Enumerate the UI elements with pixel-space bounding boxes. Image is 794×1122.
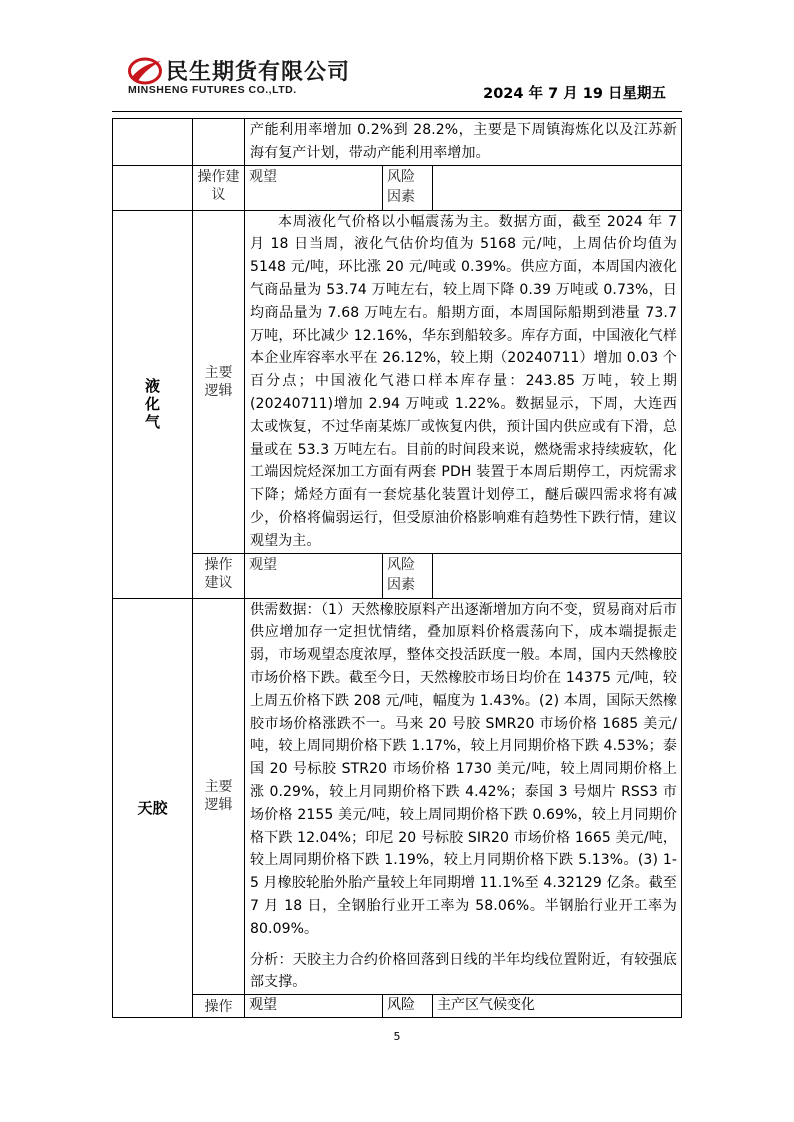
logic-label	[193, 210, 245, 553]
lpg-logic-text	[245, 210, 682, 553]
op-value: 观望	[245, 165, 383, 210]
category-lpg	[113, 210, 193, 598]
table-row	[113, 165, 682, 210]
table-row	[113, 598, 682, 995]
strategy-table	[112, 118, 682, 1018]
table-row	[113, 553, 682, 598]
logic-label	[193, 598, 245, 995]
rubber-analysis-paragraph: 分析：天胶主力合约价格回落到日线的半年均线位置附近，有较强底部支撑。	[250, 951, 677, 991]
op-value: 观望	[245, 553, 383, 598]
header-divider	[112, 111, 682, 112]
op-label: 操作	[193, 995, 245, 1018]
report-date: 2024 年 7 月 19 日星期五	[483, 86, 666, 102]
company-logo	[128, 55, 368, 103]
minsheng-logo-icon	[128, 57, 162, 85]
page-number: 5	[393, 1030, 401, 1043]
risk-label: 风险因素	[383, 165, 433, 210]
risk-label: 风险	[383, 995, 433, 1018]
risk-label-text: 风险因素	[387, 556, 415, 593]
category-cell-empty	[113, 119, 193, 166]
risk-label	[383, 553, 433, 598]
continuation-paragraph: 产能利用率增加 0.2%到 28.2%，主要是下周镇海炼化以及江苏新海有复产计划，带动产能利用率增加。	[250, 122, 677, 161]
logic-label-text: 主要逻辑	[204, 779, 233, 814]
risk-value	[433, 165, 682, 210]
category-lpg-label: 液化气	[144, 377, 160, 432]
page-header	[0, 0, 794, 115]
risk-value: 主产区气候变化	[433, 995, 682, 1018]
op-label	[193, 553, 245, 598]
logic-label-text: 主要逻辑	[204, 364, 233, 399]
category-rubber-label: 天胶	[137, 798, 168, 817]
logo-english-name: MINSHENG FUTURES CO.,LTD.	[128, 84, 297, 96]
table-row	[113, 995, 682, 1018]
rubber-logic-text	[245, 598, 682, 995]
lpg-logic-paragraph: 本周液化气价格以小幅震荡为主。数据方面，截至 2024 年 7 月 18 日当周，液化气估价均值为 5168 元/吨，上周估价均值为 5148 元/吨，环比涨 20 元/吨或 0.39%。供应方面，本周国内液化气商品量为 53.74 万吨左右，较上周下降 0.39 万吨或 0.73%，日均商品量为 7.68 万吨左右。船期方面，本周国际船期到港量 73.7 万吨，环比减少 12.16%，华东到船较多。库存方面，中国液化气样本企业库容率水平在 26.12%，较上期（20240711）增加 0.03 个百分点；中国液化气港口样本库存量：243.85 万吨，较上期(20240711)增加 2.94 万吨或 1.22%。数据显示，下周，大连西太或恢复，不过华南某炼厂或恢复内供，预计国内供应或有下滑，总量或在 53.3 万吨左右。目前的时间段来说，燃烧需求持续疲软，化工端因烷烃深加工方面有两套 PDH 装置于本周后期停工，丙烷需求下降；烯烃方面有一套烷基化装置计划停工，醚后碳四需求将有减少，价格将偏弱运行，但受原油价格影响难有趋势性下跌行情，建议观望为主。	[250, 213, 677, 549]
op-label-text: 操作建议	[204, 556, 233, 591]
op-value: 观望	[245, 995, 383, 1018]
logo-chinese-name: 民生期货有限公司	[166, 60, 351, 85]
risk-value	[433, 553, 682, 598]
label-cell-empty	[193, 119, 245, 166]
category-cell-empty	[113, 165, 193, 210]
op-label: 操作建议	[193, 165, 245, 210]
table-row	[113, 210, 682, 553]
continuation-text	[245, 119, 682, 166]
category-rubber	[113, 598, 193, 1018]
table-row	[113, 119, 682, 166]
rubber-logic-paragraph: 供需数据：（1）天然橡胶原料产出逐渐增加方向不变，贸易商对后市供应增加存一定担忧情绪，叠加原料价格震荡向下，成本端提振走弱，市场观望态度浓厚，整体交投活跃度一般。本周，国内天然橡胶市场价格下跌。截至今日，天然橡胶市场日均价在 14375 元/吨，较上周五价格下跌 208 元/吨，幅度为 1.43%。(2) 本周，国际天然橡胶市场价格涨跌不一。马来 20 号胶 SMR20 市场价格 1685 美元/吨，较上周同期价格下跌 1.17%，较上月同期价格下跌 4.53%；泰国 20 号标胶 STR20 市场价格 1730 美元/吨，较上周同期价格上涨 0.29%，较上月同期价格下跌 4.42%；泰国 3 号烟片 RSS3 市场价格 2155 美元/吨，较上周同期价格下跌 0.69%，较上月同期价格下跌 12.04%；印尼 20 号标胶 SIR20 市场价格 1665 美元/吨，较上周同期价格下跌 1.19%，较上月同期价格下跌 5.13%。(3) 1-5 月橡胶轮胎外胎产量较上年同期增 11.1%至 4.32129 亿条。截至 7 月 18 日，全钢胎行业开工率为 58.06%。半钢胎行业开工率为 80.09%。	[250, 601, 677, 937]
